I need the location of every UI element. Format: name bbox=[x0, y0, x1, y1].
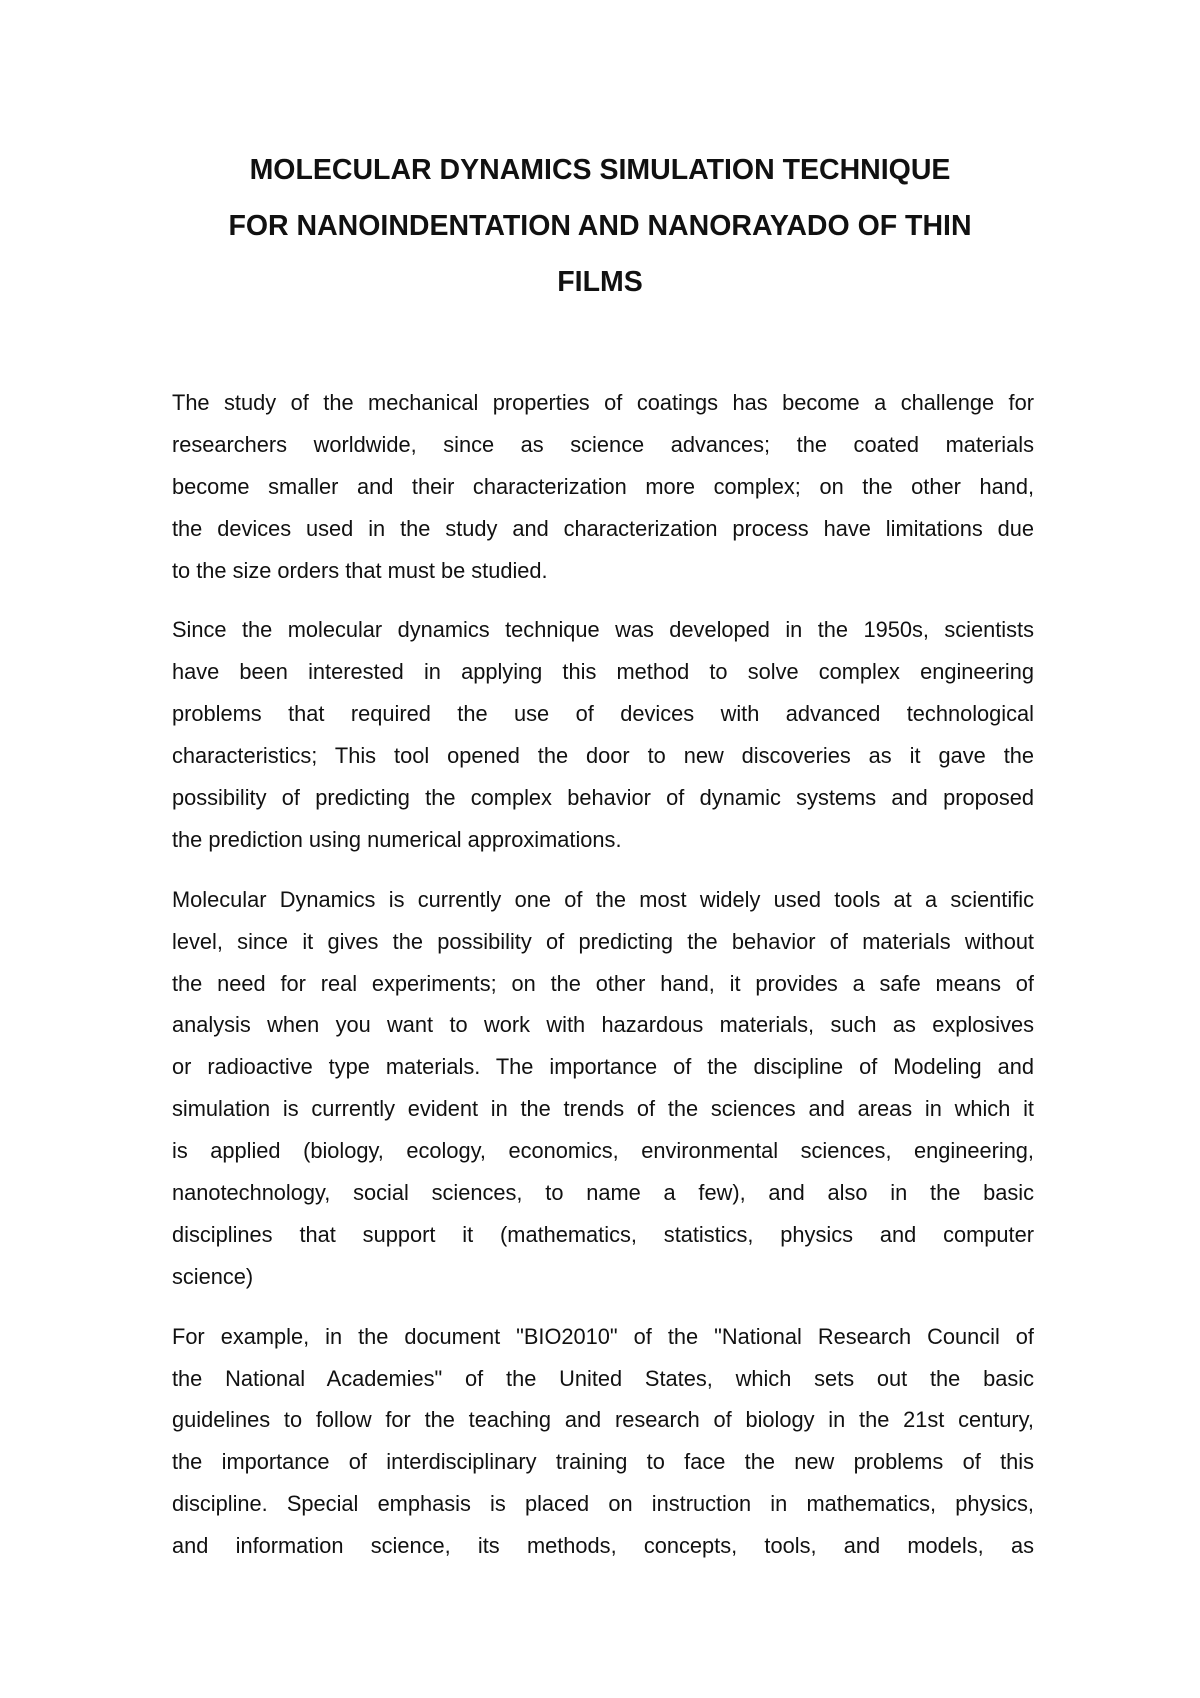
title-line: FILMS bbox=[557, 266, 643, 298]
text-line: Molecular Dynamics is currently one of the most widely used tools at a scientific bbox=[172, 886, 1034, 912]
text-line: have been interested in applying this method to solve complex engineering bbox=[172, 659, 1034, 685]
paragraph-2 bbox=[172, 609, 1034, 860]
text-line: or radioactive type materials. The importance of the discipline of Modeling and bbox=[172, 1054, 1034, 1080]
text-line: discipline. Special emphasis is placed on instruction in mathematics, physics, bbox=[172, 1491, 1034, 1517]
text-line: science) bbox=[172, 1263, 254, 1289]
text-line: level, since it gives the possibility of predicting the behavior of materials without bbox=[172, 928, 1034, 954]
text-line: is applied (biology, ecology, economics, environmental sciences, engineering, bbox=[172, 1138, 1034, 1164]
paragraph-1 bbox=[172, 382, 1034, 591]
title-line: MOLECULAR DYNAMICS SIMULATION TECHNIQUE bbox=[249, 154, 951, 186]
document-body bbox=[172, 382, 1034, 1585]
text-line: The study of the mechanical properties of coatings has become a challenge for bbox=[172, 390, 1034, 415]
text-line: the importance of interdisciplinary training to face the new problems of this bbox=[172, 1449, 1034, 1475]
title-line: FOR NANOINDENTATION AND NANORAYADO OF THIN bbox=[228, 210, 972, 242]
text-line: possibility of predicting the complex behavior of dynamic systems and proposed bbox=[172, 785, 1034, 811]
text-line: the National Academies" of the United States, which sets out the basic bbox=[172, 1365, 1034, 1391]
text-line: the need for real experiments; on the other hand, it provides a safe means of bbox=[172, 970, 1034, 996]
text-line: the devices used in the study and characterization process have limitations due bbox=[172, 515, 1034, 541]
text-line: disciplines that support it (mathematics, statistics, physics and computer bbox=[172, 1221, 1034, 1247]
text-line: characteristics; This tool opened the door to new discoveries as it gave the bbox=[172, 743, 1034, 769]
text-line: become smaller and their characterization more complex; on the other hand, bbox=[172, 473, 1034, 499]
text-line: analysis when you want to work with hazardous materials, such as explosives bbox=[172, 1012, 1034, 1038]
text-line: problems that required the use of devices with advanced technological bbox=[172, 701, 1034, 727]
paragraph-4 bbox=[172, 1316, 1034, 1567]
text-line: and information science, its methods, concepts, tools, and models, as bbox=[172, 1533, 1034, 1559]
text-line: to the size orders that must be studied. bbox=[172, 557, 548, 583]
text-line: guidelines to follow for the teaching and research of biology in the 21st century, bbox=[172, 1407, 1034, 1433]
text-line: For example, in the document "BIO2010" of the "National Research Council of bbox=[172, 1323, 1034, 1349]
text-line: nanotechnology, social sciences, to name a few), and also in the basic bbox=[172, 1180, 1034, 1206]
text-line: Since the molecular dynamics technique was developed in the 1950s, scientists bbox=[172, 617, 1034, 643]
paragraph-3 bbox=[172, 879, 1034, 1298]
page-title bbox=[160, 142, 1040, 310]
text-line: researchers worldwide, since as science advances; the coated materials bbox=[172, 431, 1034, 457]
text-line: the prediction using numerical approximations. bbox=[172, 826, 622, 852]
text-line: simulation is currently evident in the trends of the sciences and areas in which it bbox=[172, 1096, 1034, 1122]
